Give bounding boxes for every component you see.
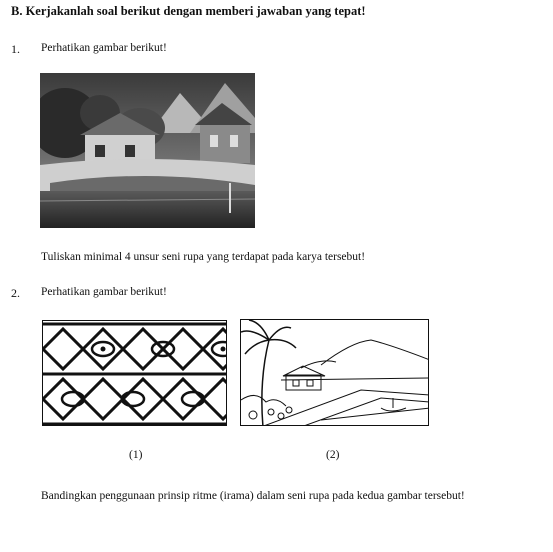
section-title: B. Kerjakanlah soal berikut dengan memberi jawaban yang tepat!: [11, 4, 366, 18]
question-1-instruction: Tuliskan minimal 4 unsur seni rupa yang terdapat pada karya tersebut!: [41, 251, 366, 263]
figure-1-caption: (1): [129, 449, 143, 461]
village-painting: [40, 73, 255, 228]
figure-2-caption: (2): [326, 449, 340, 461]
question-2-prompt: Perhatikan gambar berikut!: [41, 286, 167, 298]
landscape-drawing-figure: [240, 319, 429, 426]
question-1-prompt: Perhatikan gambar berikut!: [41, 42, 167, 54]
question-2-number: 2.: [11, 286, 20, 300]
geometric-pattern-figure: [42, 320, 227, 426]
question-1-number: 1.: [11, 42, 20, 56]
question-2-instruction: Bandingkan penggunaan prinsip ritme (irama) dalam seni rupa pada kedua gambar tersebut!: [41, 490, 465, 502]
